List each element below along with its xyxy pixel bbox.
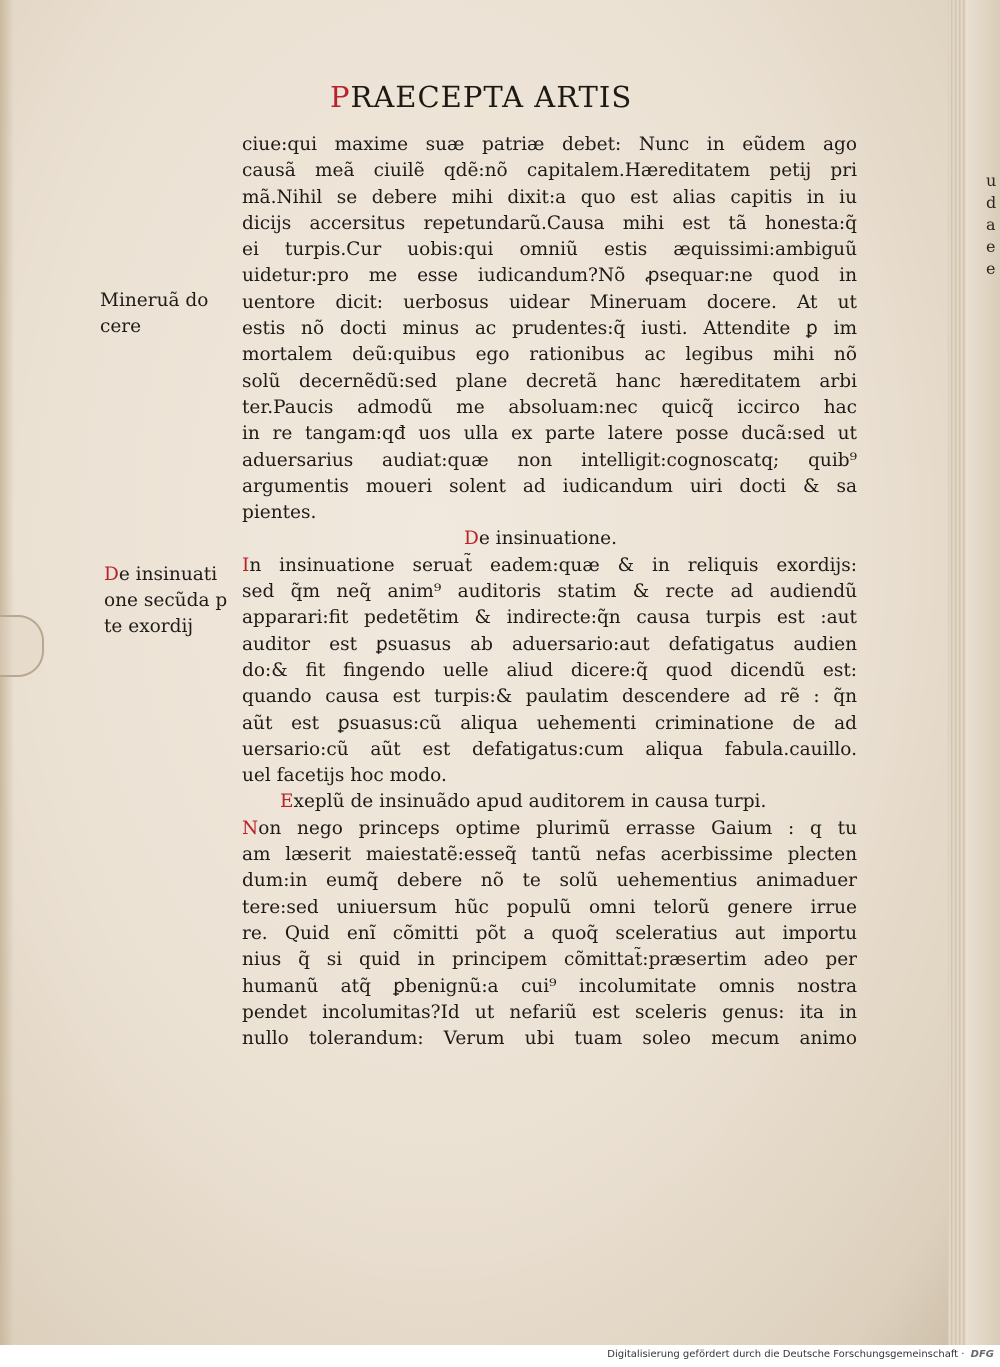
text-line: sed q̃m neq̃ anim⁹ auditoris statim & recte ad audiendũ <box>242 581 857 603</box>
text-line: nius q̃ si quid in principem cõmittat̃:præsertim adeo per <box>242 949 857 971</box>
heading-text: RAECEPTA ARTIS <box>350 80 633 114</box>
text-line: dum:in eumq̃ debere nõ te solũ uehementius animaduer <box>242 870 857 892</box>
text-line: estis nõ docti minus ac prudentes:q̃ iusti. Attendite ꝑ im <box>242 318 857 340</box>
text-line: argumentis moueri solent ad iudicandum uiri docti & sa <box>242 475 857 497</box>
margin-note-line: te exordij <box>104 616 194 637</box>
next-page-letters: u d a e e <box>986 171 997 278</box>
heading-initial: P <box>330 80 351 114</box>
page-heading <box>330 80 670 120</box>
section-heading: De insinuatione. <box>464 528 618 550</box>
dfg-logo: DFG <box>970 1349 994 1360</box>
text-line: pientes. <box>242 502 317 524</box>
margin-note-line: Mineruã do <box>100 290 209 311</box>
text-line: In insinuatione seruat̃ eadem:quæ & in reliquis exordijs: <box>242 554 857 576</box>
text-line: uidetur:pro me esse iudicandum?Nõ ꝓsequar:ne quod in <box>242 265 857 287</box>
text-line: ciue:qui maxime suæ patriæ debet: Nunc in eũdem ago <box>242 134 857 155</box>
text-line: Non nego princeps optime plurimũ errasse Gaium : q tu <box>242 817 857 839</box>
rubric-initial: N <box>242 817 259 839</box>
rubric-initial: E <box>280 791 294 813</box>
text-line: uel facetijs hoc modo. <box>242 765 447 787</box>
margin-note-line: cere <box>100 316 142 337</box>
text-line: pendet incolumitas?Id ut nefariũ est sceleris genus: ita in <box>242 1001 857 1023</box>
text-line: re. Quid enĩ cõmitti põt a quoq̃ sceleratius aut importu <box>242 922 857 944</box>
margin-note-minerva <box>100 288 208 340</box>
margin-note-insinuatio <box>104 562 227 640</box>
text-line: causã meã ciuilẽ qdẽ:nõ capitalem.Hæreditatem petij pri <box>242 160 857 182</box>
credit-text: Digitalisierung gefördert durch die Deutsche Forschungsgemeinschaft <box>607 1349 959 1360</box>
text-line: aduersarius audiat:quæ non intelligit:cognoscatq; quib⁹ <box>242 449 857 471</box>
text-line: do:& fit fingendo uelle aliud dicere:q̃ quod dicendũ est: <box>242 659 857 681</box>
text-line: aũt est ꝑsuasus:cũ aliqua uehementi criminatione de ad <box>242 712 857 734</box>
margin-note-line: De insinuati <box>104 564 218 585</box>
exemplum-heading: Exeplũ de insinuãdo apud auditorem in causa turpi. <box>280 791 767 813</box>
text-line: humanũ atq̃ ꝑbenignũ:a cui⁹ incolumitate omnis nostra <box>242 975 857 997</box>
page-fore-edge <box>948 0 966 1345</box>
text-line: am læserit maiestatẽ:esseq̃ tantũ nefas acerbissime plecten <box>242 844 857 866</box>
main-text-block <box>242 132 857 1052</box>
rubric-initial: D <box>464 528 479 550</box>
text-line: uersario:cũ aũt est defatigatus:cum aliqua fabula.cauillo. <box>242 738 857 760</box>
text-line: tere:sed uniuersum hũc populũ omni telorũ genere irrue <box>242 896 857 918</box>
text-line: quando causa est turpis:& paulatim descendere ad rẽ : q̃n <box>242 686 857 708</box>
text-line: nullo tolerandum: Verum ubi tuam soleo mecum animo <box>242 1028 857 1050</box>
text-line: uentore dicit: uerbosus uidear Mineruam docere. At ut <box>242 291 857 313</box>
rubric-initial: I <box>242 554 250 576</box>
text-line: ei turpis.Cur uobis:qui omniũ estis æquissimi:ambiguũ <box>242 239 857 261</box>
text-line: mortalem deũ:quibus ego rationibus ac legibus mihi nõ <box>242 344 857 366</box>
text-line: auditor est ꝑsuasus ab aduersario:aut defatigatus audien <box>242 633 857 655</box>
text-line: in re tangam:qđ uos ulla ex parte latere posse ducã:sed ut <box>242 423 857 445</box>
digitization-credit: Digitalisierung gefördert durch die Deutsche Forschungsgemeinschaft · DFG <box>607 1349 994 1360</box>
clasp-mark <box>0 615 44 677</box>
text-line: solũ decernẽdũ:sed plane decretã hanc hæreditatem arbi <box>242 370 857 392</box>
text-line: mã.Nihil se debere mihi dixit:a quo est alias capitis in iu <box>242 186 857 208</box>
text-line: ter.Paucis admodũ me absoluam:nec quicq̃ iccirco hac <box>242 396 857 418</box>
text-line: apparari:fit pedetẽtim & indirecte:q̃n causa turpis est :aut <box>242 607 857 629</box>
text-line: dicijs accersitus repetundarũ.Causa mihi est tã honesta:q̃ <box>242 212 857 234</box>
margin-note-line: one secũda p <box>104 590 228 611</box>
rubric-initial: D <box>104 564 119 585</box>
